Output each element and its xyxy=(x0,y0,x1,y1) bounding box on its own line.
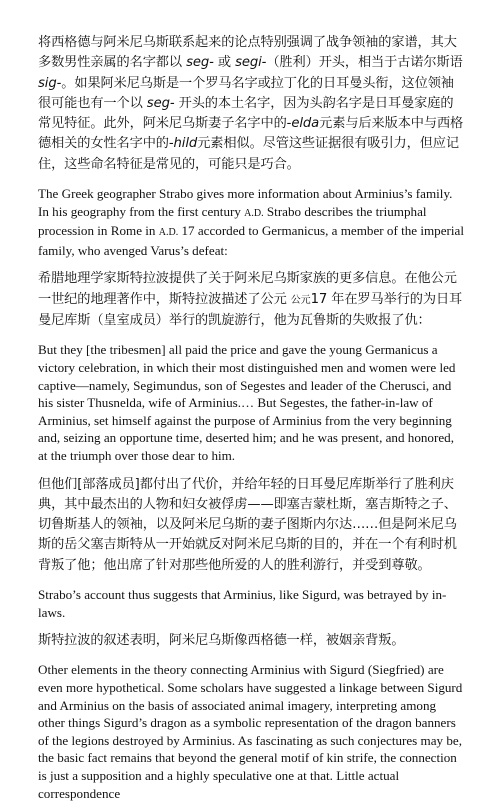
text-run: The Greek geographer Strabo gives more information about Arminius’s family. In his geography from the first century xyxy=(38,186,453,219)
text-run: 公元 xyxy=(290,294,311,306)
text-run: Strabo describes the triumphal procession in Rome in xyxy=(38,203,427,239)
text-run: hild xyxy=(173,136,198,152)
text-run: 希腊地理学家斯特拉波提供了关于阿米尼乌斯家族的更多信息。在他公元一世纪的地理著作中，斯特拉波描述了公元 xyxy=(38,271,457,307)
chinese-paragraph xyxy=(38,269,464,331)
document-page xyxy=(38,33,464,812)
text-run: seg- xyxy=(186,55,214,71)
text-run: elda xyxy=(291,116,320,132)
text-run: A.D. xyxy=(158,227,179,239)
text-run: 或 xyxy=(213,55,236,71)
text-run: 17 accorded to Germanicus, a member of the imperial family, who avenged Varus’s defeat: xyxy=(38,223,464,258)
text-run: 。如果阿米尼乌斯是一个罗马名字或拉丁化的日耳曼头衔，这位领袖很可能也有一个以 xyxy=(38,75,454,111)
chinese-paragraph xyxy=(38,475,464,576)
text-run: 开头的本土名字，因为头韵名字是日耳曼家庭的常见特征。此外，阿米尼乌斯妻子名字中的- xyxy=(38,95,454,132)
text-run: 斯特拉波的叙述表明，阿米尼乌斯像西格德一样，被姻亲背叛。 xyxy=(38,633,405,649)
text-run: Strabo’s account thus suggests that Arminius, like Sigurd, was betrayed by in-laws. xyxy=(38,586,447,620)
chinese-paragraph xyxy=(38,33,464,175)
text-run: seg- xyxy=(146,95,175,111)
english-paragraph xyxy=(38,341,464,464)
text-run: But they [the tribesmen] all paid the price and gave the young Germanicus a victory celebration, in which their most distinguished men and women were led captive—namely, Segimundus, son of Segestes and leader of the Cherusci, and his sister Thusnelda, wife of Arminius.… But Segestes, the father-in-law of Arminius, set himself against the purpose of Arminius from the very beginning and, seizing an opportune time, deserted him; and he was present, and honored, at the triumph over those dear to him. xyxy=(38,342,456,463)
english-paragraph xyxy=(38,661,464,802)
text-run: Other elements in the theory connecting Arminius with Sigurd (Siegfried) are even more hypothetical. Some scholars have suggested a linkage between Sigurd and Arminius on the basis of associated animal imagery, interpreting among other things Sigurd’s dragon as a symbolic representation of the dragon banners of the legions destroyed by Arminius. As fascinating as such conjectures may be, the basic fact remains that beyond the general motif of kin strife, the connection is just a supposition and a highly speculative one at that. Little actual correspondence xyxy=(38,662,463,801)
text-run: sig- xyxy=(38,75,62,91)
text-run: 元素与后来版本中与西格德相关的女性名字中的- xyxy=(38,116,464,152)
english-paragraph xyxy=(38,185,464,259)
text-run: 但他们[部落成员]都付出了代价，并给年轻的日耳曼尼库斯举行了胜利庆典，其中最杰出的人物和妇女被俘虏——即塞吉蒙杜斯，塞吉斯特之子、切鲁斯基人的领袖，以及阿米尼乌斯的妻子图斯内尔达……但是阿米尼乌斯的岳父塞吉斯特从一开始就反对阿米尼乌斯的目的，并在一个有利时机背叛了他；他出席了针对那些他所爱的人的胜利游行，并受到尊敬。 xyxy=(38,476,457,573)
text-run: A.D. xyxy=(244,207,264,219)
text-run: （胜利）开头，相当于古诺尔斯语 xyxy=(266,55,463,71)
text-run: 将西格德与阿米尼乌斯联系起来的论点特别强调了战争领袖的家谱，其大多数男性亲属的名字都以 xyxy=(38,35,457,71)
text-run: 17 年在罗马举行的为日耳曼尼库斯（皇室成员）举行的凯旋游行，他为瓦鲁斯的失败报了仇： xyxy=(38,291,463,329)
text-run: 元素相似。尽管这些证据很有吸引力，但应记住，这些命名特征是常见的，可能只是巧合。 xyxy=(38,136,459,172)
english-paragraph xyxy=(38,586,464,621)
text-run: segi- xyxy=(235,55,267,71)
chinese-paragraph xyxy=(38,631,464,651)
